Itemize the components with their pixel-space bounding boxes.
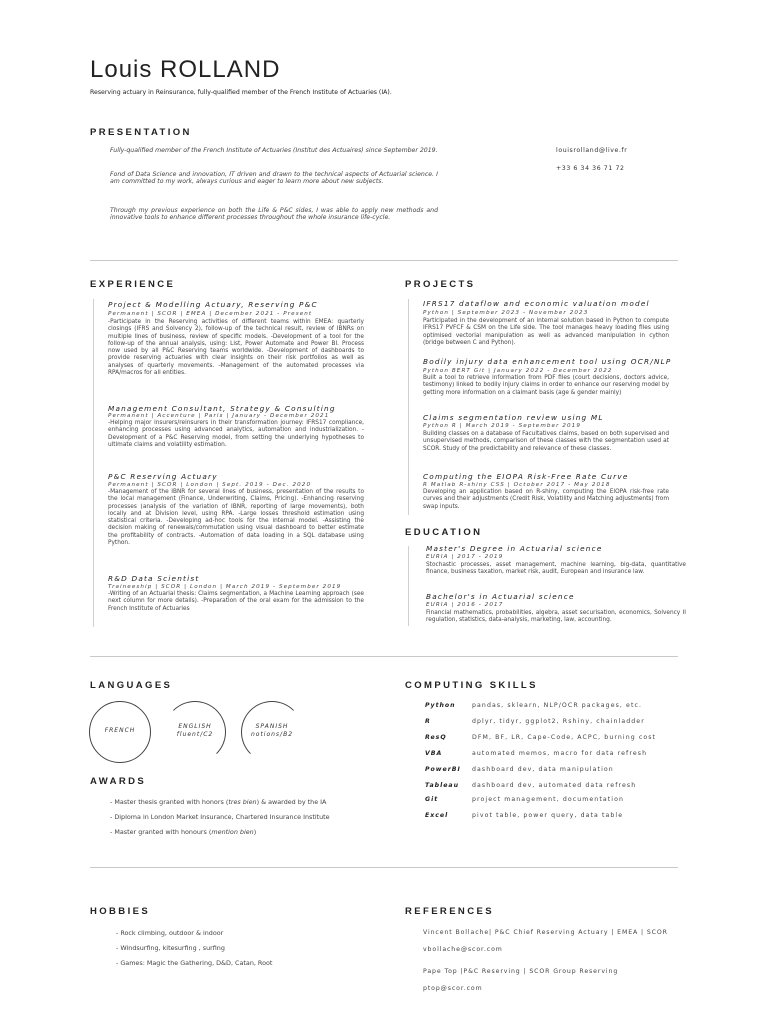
reference-email[interactable]: ptop@scor.com bbox=[423, 985, 483, 992]
reference-name: Vincent Bollache| P&C Chief Reserving Actuary | EMEA | SCOR bbox=[423, 929, 668, 936]
projects-title: PROJECTS bbox=[405, 279, 476, 290]
candidate-name: Louis ROLLAND bbox=[90, 56, 281, 83]
project-description: Built a tool to retrieve information from PDF files (court decisions, doctors advice, testimony) linked to bodily injury claims in order to enhance our reserving model by getting more information on a claimant basis (age & gender mainly) bbox=[423, 375, 669, 396]
experience-title: EXPERIENCE bbox=[90, 279, 176, 290]
project-title: Claims segmentation review using ML bbox=[423, 413, 604, 422]
degree-description: Financial mathematics, probabilities, algebra, asset securisation, economics, Solvency II regulation, statistics, data-analysis, marketing, law, accounting. bbox=[426, 610, 686, 624]
degree-title: Bachelor's in Actuarial science bbox=[426, 592, 575, 601]
project-title: Computing the EIOPA Risk-Free Rate Curve bbox=[423, 472, 629, 481]
candidate-subtitle: Reserving actuary in Reinsurance, fully-qualified member of the French Institute of Actuaries (IA). bbox=[90, 89, 392, 96]
languages-title: LANGUAGES bbox=[90, 680, 173, 691]
section-divider bbox=[90, 260, 678, 261]
contact-phone[interactable]: +33 6 34 36 71 72 bbox=[556, 165, 625, 172]
project-meta: Python | September 2023 - November 2023 bbox=[423, 310, 589, 316]
experience-timeline bbox=[93, 299, 94, 627]
language-label: FRENCH bbox=[104, 727, 136, 734]
project-title: Bodily injury data enhancement tool using OCR/NLP bbox=[423, 357, 672, 366]
skill-value: dplyr, tidyr, ggplot2, Rshiny, chainladder bbox=[472, 718, 645, 725]
job-title: Management Consultant, Strategy & Consulting bbox=[108, 404, 336, 413]
award-item: - Master thesis granted with honors (tres bien) & awarded by the IA bbox=[110, 798, 327, 806]
project-meta: Python BERT Git | January 2022 - December 2022 bbox=[423, 368, 613, 374]
presentation-title: PRESENTATION bbox=[90, 127, 192, 138]
presentation-paragraph: Through my previous experience on both the Life & P&C sides, I was able to apply new methods and innovative tools to enhance different processes throughout the whole insurance life-cycle. bbox=[110, 207, 438, 222]
awards-title: AWARDS bbox=[90, 776, 147, 787]
job-meta: Permanent | SCOR | London | Sept. 2019 - Dec. 2020 bbox=[108, 482, 312, 488]
job-title: Project & Modelling Actuary, Reserving P&C bbox=[108, 300, 318, 309]
education-title: EDUCATION bbox=[405, 527, 483, 538]
project-description: Developing an application based on R-shiny, computing the EIOPA risk-free rate curves and their adjustments (Credit Risk, Volatility and Matching adjustments) from swap inputs. bbox=[423, 489, 669, 510]
project-description: Building classes on a database of Facultatives claims, based on both supervised and unsupervised methods, comparison of these classes with the segmentation used at SCOR. Study of the predictability and relevance of these classes. bbox=[423, 431, 669, 452]
skill-name: Tableau bbox=[425, 782, 459, 789]
language-label: ENGLISH fluent/C2 bbox=[176, 723, 214, 738]
skill-value: DFM, BF, LR, Cape-Code, ACPC, burning cost bbox=[472, 734, 657, 741]
hobby-item: - Games: Magic the Gathering, D&D, Catan, Root bbox=[116, 959, 273, 967]
presentation-paragraph: Fond of Data Science and innovation, IT driven and drawn to the technical aspects of Actuarial science. I am committed to my work, always curious and eager to learn more about new subjects. bbox=[110, 171, 438, 186]
section-divider bbox=[90, 867, 678, 868]
hobby-item: - Rock climbing, outdoor & indoor bbox=[116, 929, 224, 937]
job-title: P&C Reserving Actuary bbox=[108, 472, 218, 481]
hobbies-title: HOBBIES bbox=[90, 906, 151, 917]
reference-name: Pape Top |P&C Reserving | SCOR Group Reserving bbox=[423, 968, 619, 975]
projects-timeline bbox=[408, 299, 409, 515]
project-title: IFRS17 dataflow and economic valuation model bbox=[423, 299, 650, 308]
award-item: - Master granted with honours (mention bien) bbox=[110, 828, 257, 836]
degree-meta: EURIA | 2017 - 2019 bbox=[426, 554, 504, 560]
skill-name: PowerBI bbox=[425, 766, 461, 773]
references-title: REFERENCES bbox=[405, 906, 494, 917]
job-description: -Management of the IBNR for several lines of business, presentation of the results to the local management (Finance, Underwriting, Claims, Pricing). -Enhancing reserving processes (analysis of the variation of IBNR, reporting of large movements), both locally and at Division level, using RPA. -Large losses threshold estimation using statistical criteria. -Developing ad-hoc tools for the internal model. -Assisting the decision making of renewals/commutation using visual dashboard to better estimate the profitability of contracts. -Automation of data loading in a SQL database using Python. bbox=[108, 489, 364, 547]
computing-skills-title: COMPUTING SKILLS bbox=[405, 680, 538, 691]
degree-title: Master's Degree in Actuarial science bbox=[426, 544, 603, 553]
project-meta: Python R | March 2019 - September 2019 bbox=[423, 423, 581, 429]
skill-name: Excel bbox=[425, 812, 449, 819]
reference-email[interactable]: vbollache@scor.com bbox=[423, 946, 503, 953]
skill-value: pandas, sklearn, NLP/OCR packages, etc. bbox=[472, 702, 643, 709]
job-description: -Participate in the Reserving activities of different teams within EMEA: quarterly closings (IFRS and Solvency 2), follow-up of the technical result, review of IBNRs on multiple lines of business, review of specific models. -Development of a tool for the follow-up of the annual analysis, using: List, Power Automate and Power BI. Process now used by all P&C Reserving teams worldwide. -Development of dashboards to provide reserving actuaries with clear insights on their risk portfolios as well as analyses of quarterly movements. -Management of the automated processes via RPA/macros for all entities. bbox=[108, 319, 364, 377]
section-divider bbox=[90, 656, 678, 657]
job-meta: Permanent | Accenture | Paris | January - December 2021 bbox=[108, 413, 330, 419]
job-description: -Helping major insurers/reinsurers in their transformation journey: IFRS17 compliance, enhancing processes using advanced analytics, automation and industrialization. -Development of a P&C Reserving model, from setting the underlying hypotheses to ultimate claims and volatility estimation. bbox=[108, 420, 364, 448]
skill-name: Git bbox=[425, 796, 439, 803]
education-timeline bbox=[408, 546, 409, 626]
skill-value: dashboard dev, automated data refresh bbox=[472, 782, 637, 789]
hobby-item: - Windsurfing, kitesurfing , surfing bbox=[116, 944, 225, 952]
skill-name: ResQ bbox=[425, 734, 447, 741]
skill-value: dashboard dev, data manipulation bbox=[472, 766, 614, 773]
job-description: -Writing of an Actuarial thesis: Claims segmentation, a Machine Learning approach (see next column for more details). -Preparation of the oral exam for the admission to the French Institute of Actuaries bbox=[108, 591, 364, 612]
contact-email[interactable]: louisrolland@live.fr bbox=[556, 147, 628, 154]
skill-value: project management, documentation bbox=[472, 796, 624, 803]
presentation-paragraph: Fully-qualified member of the French Institute of Actuaries (Institut des Actuaires) since September 2019. bbox=[110, 147, 438, 154]
skill-value: automated memos, macro for data refresh bbox=[472, 750, 648, 757]
project-description: Participated in the development of an internal solution based in Python to compute IFRS17 PVFCF & CSM on the Life side. The tool manages heavy loading files using optimised vectorial manipulation as well as advanced manipulation in cython (bridge between C and Python). bbox=[423, 318, 669, 346]
award-item: - Diploma in London Market Insurance, Chartered Insurance Institute bbox=[110, 813, 330, 821]
degree-meta: EURIA | 2016 - 2017 bbox=[426, 602, 504, 608]
project-meta: R Matlab R-shiny CSS | October 2017 - May 2018 bbox=[423, 482, 611, 488]
job-meta: Traineeship | SCOR | London | March 2019 - September 2019 bbox=[108, 584, 342, 590]
job-meta: Permanent | SCOR | EMEA | December 2021 - Present bbox=[108, 311, 313, 317]
job-title: R&D Data Scientist bbox=[108, 574, 200, 583]
language-label: SPANISH notions/B2 bbox=[250, 723, 294, 738]
skill-name: VBA bbox=[425, 750, 443, 757]
skill-value: pivot table, power query, data table bbox=[472, 812, 624, 819]
degree-description: Stochastic processes, asset management, machine learning, big-data, quantitative finance, business taxation, market risk, audit, European and insurance law. bbox=[426, 562, 686, 576]
skill-name: Python bbox=[425, 702, 456, 709]
skill-name: R bbox=[425, 718, 431, 725]
